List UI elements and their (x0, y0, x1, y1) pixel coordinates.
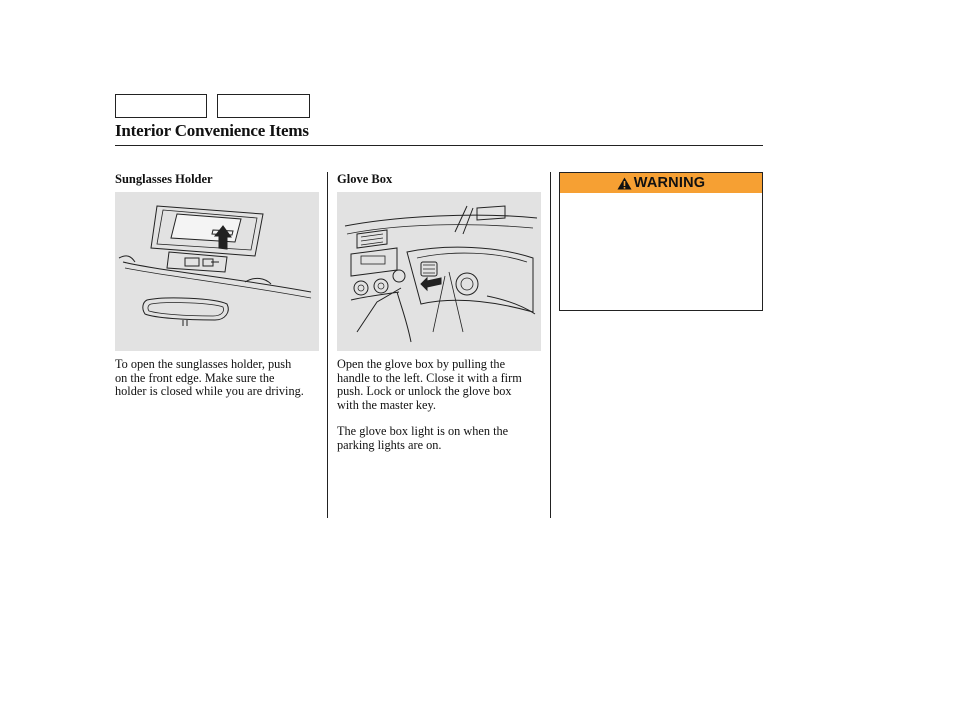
glove-box-text-line-1: Open the glove box by pulling the (337, 357, 506, 371)
glove-box-heading: Glove Box (337, 172, 393, 186)
sunglasses-holder-illustration (115, 192, 319, 351)
glove-box-text-line-3: push. Lock or unlock the glove box (337, 384, 512, 398)
glove-box-light-text-line-1: The glove box light is on when the (337, 424, 509, 438)
glove-box-light-text-line-2: parking lights are on. (337, 437, 442, 452)
sunglasses-text-line-3: holder is closed while you are driving. (115, 384, 304, 398)
glove-box-text-line-4: with the master key. (337, 397, 436, 412)
main-menu-button[interactable] (115, 94, 207, 118)
warning-triangle-icon (617, 177, 632, 190)
warning-box (559, 172, 763, 311)
warning-header (560, 173, 762, 193)
glove-box-text-line-2: handle to the left. Close it with a firm (337, 370, 522, 385)
sunglasses-heading: Sunglasses Holder (115, 172, 213, 186)
sunglasses-text (115, 358, 304, 399)
sunglasses-text-line-1: To open the sunglasses holder, push (115, 357, 292, 371)
column-divider-1 (327, 172, 328, 518)
glove-box-text (337, 358, 522, 412)
page-title: Interior Convenience Items (115, 121, 309, 140)
sunglasses-text-line-2: on the front edge. Make sure the (115, 370, 275, 385)
title-divider (115, 145, 763, 146)
index-button[interactable] (217, 94, 310, 118)
warning-label: WARNING (633, 175, 706, 191)
column-divider-2 (550, 172, 551, 518)
glove-box-light-text (337, 425, 508, 452)
glove-box-illustration (337, 192, 541, 351)
